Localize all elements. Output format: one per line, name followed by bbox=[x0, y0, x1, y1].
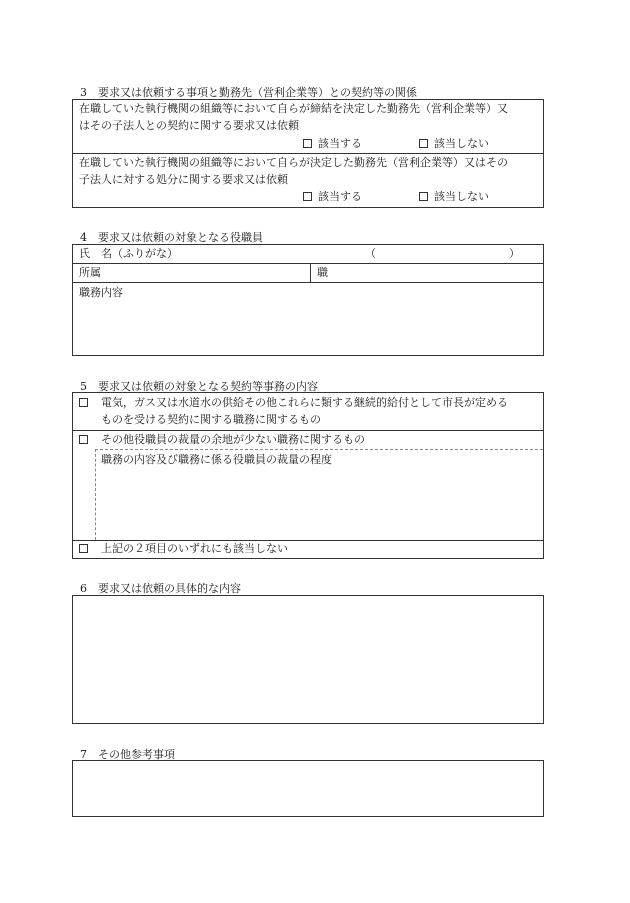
duty-row[interactable]: 職務内容 bbox=[79, 286, 123, 299]
disposal-no-option[interactable]: 該当しない bbox=[419, 189, 489, 205]
detail-dashed-top bbox=[95, 449, 543, 450]
utility-contract-checkbox[interactable] bbox=[79, 398, 88, 407]
contract-no-option[interactable]: 該当しない bbox=[419, 136, 489, 152]
contract-yes-checkbox[interactable] bbox=[303, 139, 312, 148]
name-input[interactable] bbox=[233, 246, 503, 262]
disposal-no-checkbox[interactable] bbox=[419, 192, 428, 201]
none-applicable-option[interactable]: 上記の２項目のいずれにも該当しない bbox=[73, 541, 543, 558]
low-discretion-option[interactable]: その他役職員の裁量の余地が少ない職務に関するもの 職務の内容及び職務に係る役職員の裁量の程度 bbox=[73, 431, 543, 541]
specific-content-box[interactable] bbox=[72, 595, 544, 724]
disposal-yes-option[interactable]: 該当する bbox=[303, 189, 362, 205]
disposal-relation-row: 在職していた執行機関の組織等において自らが決定した勤務先（営利企業等）又はその 子法人に対する処分に関する要求又は依頼 該当する 該当しない bbox=[79, 156, 508, 203]
dept-post-row: 所属 職 bbox=[73, 264, 543, 283]
none-applicable-checkbox[interactable] bbox=[79, 544, 88, 553]
section-5-table bbox=[72, 392, 544, 559]
contract-yes-option[interactable]: 該当する bbox=[303, 136, 362, 152]
utility-contract-option[interactable]: 電気，ガス又は水道水の供給その他これらに類する継続的給付として市長が定める ものを受ける契約に関する職務に関するもの bbox=[73, 393, 543, 431]
other-reference-box[interactable] bbox=[72, 760, 544, 817]
detail-input-area[interactable] bbox=[97, 471, 541, 538]
detail-dashed-left bbox=[95, 449, 96, 540]
low-discretion-checkbox[interactable] bbox=[79, 435, 88, 444]
section-4-table bbox=[72, 244, 544, 356]
section-7-heading: 7 その他参考事項 bbox=[80, 748, 175, 761]
disposal-yes-checkbox[interactable] bbox=[303, 192, 312, 201]
name-row: 氏 名（ふりがな） （ ） bbox=[73, 245, 543, 264]
section-4-heading: 4 要求又は依頼の対象となる役職員 bbox=[80, 231, 263, 244]
section-3-table bbox=[72, 99, 544, 208]
dept-post-divider bbox=[310, 264, 311, 282]
section-3-heading: 3 要求又は依頼する事項と勤務先（営利企業等）との契約等の関係 bbox=[80, 86, 417, 99]
contract-relation-row: 在職していた執行機関の組織等において自らが締結を決定した勤務先（営利企業等）又 はその子法人との契約に関する要求又は依頼 該当する 該当しない bbox=[73, 100, 543, 154]
section-5-heading: 5 要求又は依頼の対象となる契約等事務の内容 bbox=[80, 380, 318, 393]
section-6-heading: 6 要求又は依頼の具体的な内容 bbox=[80, 582, 241, 595]
contract-no-checkbox[interactable] bbox=[419, 139, 428, 148]
